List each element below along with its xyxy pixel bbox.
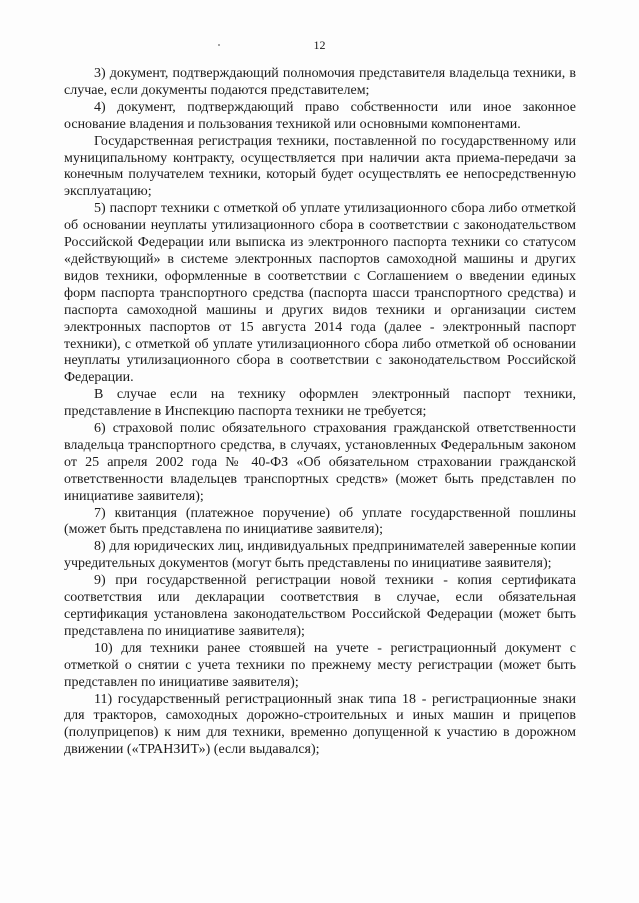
paragraph-item-4: 4) документ, подтверждающий право собственности или иное законное основание владения и пользования техникой или основными компонентами. (64, 99, 576, 132)
document-body (64, 66, 576, 759)
paragraph-item-7: 7) квитанция (платежное поручение) об уплате государственной пошлины (может быть представлена по инициативе заявителя); (64, 505, 576, 538)
scan-speck (218, 44, 220, 46)
paragraph-item-6: 6) страховой полис обязательного страхования гражданской ответственности владельца транспортного средства, в случаях, установленных Федеральным законом от 25 апреля 2002 года № 40-ФЗ «Об обязательном страховании гражданской ответственности владельцев транспортных средств» (может быть представлен по инициативе заявителя); (64, 421, 576, 504)
paragraph-item-10: 10) для техники ранее стоявшей на учете - регистрационный документ с отметкой о снятии с учета техники по прежнему месту регистрации (может быть представлен по инициативе заявителя); (64, 640, 576, 690)
paragraph-item-3: 3) документ, подтверждающий полномочия представителя владельца техники, в случае, если документы подаются представителем; (64, 66, 576, 98)
page-number: 12 (313, 38, 326, 52)
paragraph-item-8: 8) для юридических лиц, индивидуальных предпринимателей заверенные копии учредительных документов (могут быть представлены по инициативе заявителя); (64, 539, 576, 572)
paragraph-electronic-passport-note: В случае если на технику оформлен электронный паспорт техники, представление в Инспекцию паспорта техники не требуется; (64, 387, 576, 420)
paragraph-item-11: 11) государственный регистрационный знак типа 18 - регистрационные знаки для тракторов, самоходных дорожно-строительных и иных машин и прицепов (полуприцепов) к ним для техники, временно допущенной к участию в дорожном движении («ТРАНЗИТ») (если выдавался); (64, 691, 576, 758)
paragraph-item-9: 9) при государственной регистрации новой техники - копия сертификата соответствия или декларации соответствия в случае, если обязательная сертификация установлена законодательством Российской Федерации (может быть представлена по инициативе заявителя); (64, 573, 576, 639)
paragraph-state-registration: Государственная регистрация техники, поставленной по государственному или муниципальному контракту, осуществляется при наличии акта приема-передачи за конечным получателем техники, который будет осуществлять ее непосредственную эксплуатацию; (64, 133, 576, 200)
paragraph-item-5: 5) паспорт техники с отметкой об уплате утилизационного сбора либо отметкой об основании неуплаты утилизационного сбора в соответствии с законодательством Российской Федерации или выписка из электронного паспорта техники со статусом «действующий» в системе электронных паспортов самоходной машины и других видов техники, оформленные в соответствии с Соглашением о введении единых форм паспорта транспортного средства (паспорта шасси транспортного средства) и паспорта самоходной машины и других видов техники и организации систем электронных паспортов от 15 августа 2014 года (далее - электронный паспорт техники), с отметкой об уплате утилизационного сбора либо отметкой об основании неуплаты утилизационного сбора в соответствии с законодательством Российской Федерации. (64, 201, 576, 386)
